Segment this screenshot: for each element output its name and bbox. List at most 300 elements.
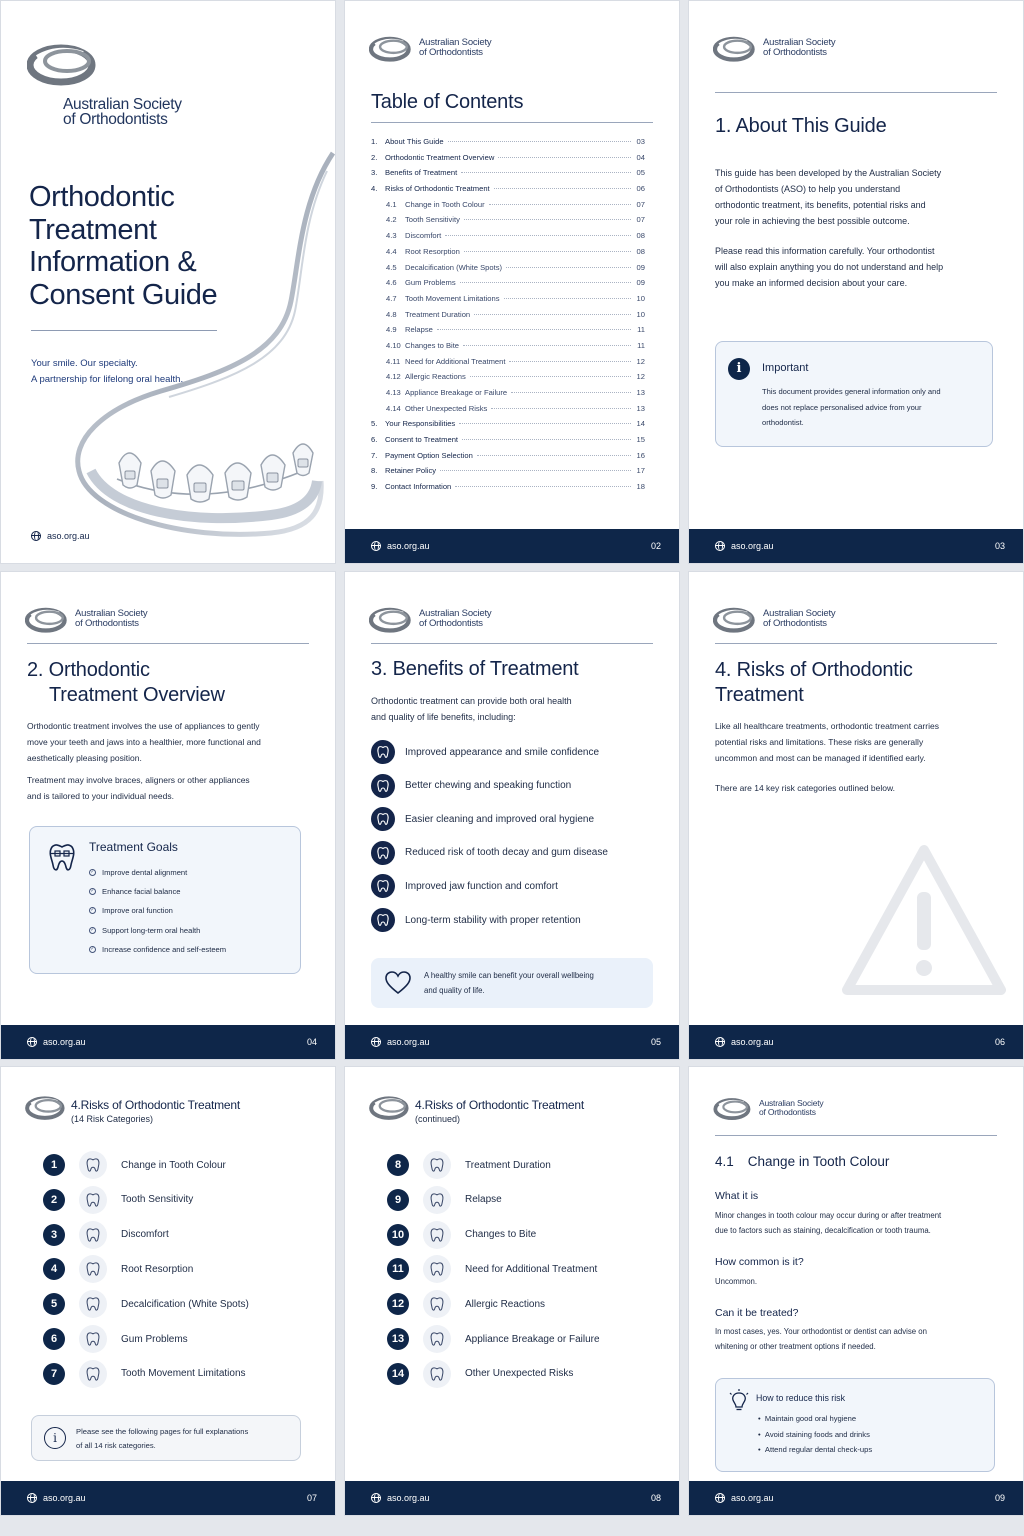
toc-item[interactable] bbox=[371, 215, 645, 231]
tooth-colour-page bbox=[688, 1066, 1024, 1516]
toc-leader bbox=[462, 439, 631, 440]
toc-leader bbox=[464, 219, 631, 220]
page-number: 04 bbox=[306, 1037, 317, 1047]
toc-item-number: 4.8 bbox=[386, 309, 397, 319]
goals-title: Treatment Goals bbox=[89, 840, 178, 854]
risk-number-badge: 2 bbox=[43, 1189, 65, 1211]
page-number: 05 bbox=[650, 1037, 661, 1047]
globe-icon bbox=[715, 1037, 725, 1047]
toc-page bbox=[344, 0, 680, 564]
what-heading: What it is bbox=[715, 1190, 759, 1202]
toc-list bbox=[371, 137, 645, 498]
toc-item-page: 12 bbox=[636, 372, 645, 382]
risk-item[interactable] bbox=[387, 1290, 545, 1318]
risk-item[interactable] bbox=[43, 1255, 193, 1283]
risk-label: Appliance Breakage or Failure bbox=[465, 1333, 600, 1345]
toc-item-label: Root Resorption bbox=[405, 246, 460, 256]
toc-item-label: Gum Problems bbox=[405, 278, 456, 288]
toc-item[interactable] bbox=[371, 200, 645, 216]
risk-label: Discomfort bbox=[121, 1229, 169, 1241]
toc-item-page: 11 bbox=[637, 340, 645, 350]
benefit-item bbox=[371, 874, 558, 898]
toc-item-label: Benefits of Treatment bbox=[385, 168, 458, 178]
page-number: 09 bbox=[994, 1493, 1005, 1503]
toc-item[interactable] bbox=[371, 357, 645, 373]
risks-paragraph-1: Like all healthcare treatments, orthodontic treatment carries potential risks and limitations. These risks are generally uncommon and most can be managed if identified early. bbox=[715, 721, 939, 763]
toc-item[interactable] bbox=[371, 231, 645, 247]
toc-leader bbox=[437, 329, 631, 330]
risk-label: Decalcification (White Spots) bbox=[121, 1298, 249, 1310]
toc-item-number: 4.5 bbox=[386, 262, 397, 272]
note-text: A healthy smile can benefit your overall wellbeing and quality of life. bbox=[424, 971, 594, 995]
toc-item[interactable] bbox=[371, 325, 645, 341]
page-footer bbox=[345, 529, 679, 563]
risks-paragraph-2: There are 14 key risk categories outlined below. bbox=[715, 783, 896, 793]
globe-icon bbox=[27, 1493, 37, 1503]
aso-logo-icon bbox=[369, 31, 413, 65]
toc-item[interactable] bbox=[371, 466, 645, 482]
benefit-label: Reduced risk of tooth decay and gum disease bbox=[405, 847, 608, 859]
benefit-label: Improved jaw function and comfort bbox=[405, 880, 558, 892]
warning-icon bbox=[839, 842, 1009, 1002]
globe-icon bbox=[371, 1493, 381, 1503]
decalcification-icon bbox=[79, 1290, 107, 1318]
page-footer bbox=[1, 1025, 335, 1059]
tooth-discomfort-icon bbox=[79, 1221, 107, 1249]
toc-item-number: 3. bbox=[371, 168, 378, 178]
risk-number-badge: 3 bbox=[43, 1224, 65, 1246]
toc-leader bbox=[491, 408, 631, 409]
globe-icon bbox=[715, 1493, 725, 1503]
toc-item[interactable] bbox=[371, 153, 645, 169]
aso-logo-icon bbox=[713, 602, 757, 636]
benefit-label: Long-term stability with proper retention bbox=[405, 914, 581, 926]
goal-item: ✓ Support long-term oral health bbox=[90, 925, 201, 935]
toc-item-number: 9. bbox=[371, 482, 378, 492]
logo-text: Australian Society of Orthodontists bbox=[75, 608, 148, 629]
toc-item[interactable] bbox=[371, 168, 645, 184]
toc-leader bbox=[470, 376, 631, 377]
toc-item[interactable] bbox=[371, 137, 645, 153]
toc-item-page: 07 bbox=[636, 199, 645, 209]
cover-page bbox=[0, 0, 336, 564]
bite-change-icon bbox=[423, 1221, 451, 1249]
toc-item-page: 13 bbox=[636, 388, 645, 397]
cover-website[interactable]: aso.org.au bbox=[31, 531, 90, 541]
toc-leader bbox=[445, 235, 631, 236]
risk-label: Tooth Movement Limitations bbox=[121, 1368, 246, 1380]
treatment-duration-icon bbox=[423, 1151, 451, 1179]
brand-name: Australian Society of Orthodontists bbox=[63, 96, 182, 128]
toc-item[interactable] bbox=[371, 372, 645, 388]
toc-item-number: 6. bbox=[371, 435, 378, 445]
toc-item-label: Your Responsibilities bbox=[385, 419, 456, 429]
footer-website[interactable]: aso.org.au bbox=[27, 1493, 86, 1503]
globe-icon bbox=[371, 1037, 381, 1047]
overview-paragraph-1: Orthodontic treatment involves the use of appliances to gently move your teeth and jaws into a healthier, more functional and aesthetically pleasing position. bbox=[27, 721, 261, 763]
toc-item[interactable] bbox=[371, 184, 645, 200]
important-title: Important bbox=[762, 362, 809, 374]
toc-item-label: Tooth Sensitivity bbox=[405, 215, 460, 225]
heart-icon bbox=[385, 971, 411, 995]
risk-number-badge: 10 bbox=[387, 1224, 409, 1246]
risk-number-badge: 5 bbox=[43, 1293, 65, 1315]
risk-number-badge: 12 bbox=[387, 1293, 409, 1315]
toc-item-page: 05 bbox=[636, 168, 645, 178]
tooth-icon bbox=[371, 841, 395, 865]
toc-item[interactable] bbox=[371, 341, 645, 357]
risk-list-page-1 bbox=[0, 1066, 336, 1516]
aso-logo-icon bbox=[369, 602, 413, 636]
reduce-item: • Attend regular dental check-ups bbox=[758, 1445, 873, 1454]
risk-item[interactable] bbox=[43, 1186, 193, 1214]
toc-item-number: 4.4 bbox=[386, 246, 397, 256]
reduce-item: • Maintain good oral hygiene bbox=[758, 1414, 857, 1423]
toc-item-page: 09 bbox=[636, 262, 645, 272]
aso-logo-icon bbox=[369, 1091, 411, 1123]
tooth-icon bbox=[371, 807, 395, 831]
toc-item-number: 4.6 bbox=[386, 278, 397, 288]
toc-item-label: Discomfort bbox=[405, 231, 442, 241]
benefit-item bbox=[371, 740, 599, 764]
toc-item-number: 4.9 bbox=[386, 325, 397, 335]
toc-item-page: 16 bbox=[636, 450, 645, 460]
footer-website[interactable]: aso.org.au bbox=[715, 541, 774, 551]
toc-leader bbox=[455, 486, 631, 487]
toc-item-label: Retainer Policy bbox=[385, 466, 437, 476]
risk-label: Treatment Duration bbox=[465, 1159, 551, 1171]
risk-item[interactable] bbox=[387, 1186, 502, 1214]
toc-item[interactable] bbox=[371, 263, 645, 279]
toc-item-label: Changes to Bite bbox=[405, 340, 460, 350]
check-icon: ✓ bbox=[90, 888, 95, 895]
toc-item-page: 17 bbox=[636, 466, 645, 476]
logo-text: Australian Society of Orthodontists bbox=[759, 1098, 824, 1117]
tooth-icon bbox=[371, 908, 395, 932]
toc-item-label: Appliance Breakage or Failure bbox=[405, 388, 508, 397]
overview-paragraph-2: Treatment may involve braces, aligners or other appliances and is tailored to your individual needs. bbox=[27, 775, 250, 801]
page-subtitle: (continued) bbox=[415, 1114, 461, 1124]
toc-leader bbox=[477, 455, 631, 456]
header-rule bbox=[27, 643, 309, 644]
braces-illustration bbox=[71, 141, 336, 551]
benefit-label: Better chewing and speaking function bbox=[405, 780, 572, 792]
benefit-item bbox=[371, 841, 608, 865]
toc-item[interactable] bbox=[371, 278, 645, 294]
toc-item-number: 4. bbox=[371, 184, 378, 194]
toc-leader bbox=[461, 172, 631, 173]
toc-item-label: Risks of Orthodontic Treatment bbox=[385, 184, 490, 194]
page-title: Table of Contents bbox=[371, 91, 524, 113]
footer-website[interactable]: aso.org.au bbox=[715, 1493, 774, 1503]
page-title: 1. About This Guide bbox=[715, 115, 887, 137]
risk-label: Other Unexpected Risks bbox=[465, 1368, 574, 1380]
footer-website[interactable]: aso.org.au bbox=[371, 1037, 430, 1047]
header-rule bbox=[715, 1135, 997, 1136]
benefit-label: Improved appearance and smile confidence bbox=[405, 746, 600, 758]
page-footer bbox=[689, 529, 1023, 563]
benefits-page bbox=[344, 571, 680, 1060]
toc-leader bbox=[511, 392, 631, 393]
toc-item-page: 10 bbox=[636, 293, 645, 303]
toc-leader bbox=[498, 157, 631, 158]
risk-list-page-2 bbox=[344, 1066, 680, 1516]
toc-item-number: 5. bbox=[371, 419, 378, 429]
aso-logo-icon bbox=[713, 1093, 753, 1123]
page-footer bbox=[1, 1481, 335, 1515]
page-title: 4. Risks of Orthodontic Treatment bbox=[715, 659, 913, 706]
toc-item[interactable] bbox=[371, 310, 645, 326]
cover-title: Orthodontic Treatment Information & Consent Guide bbox=[29, 181, 218, 311]
aso-logo-icon bbox=[27, 35, 99, 91]
unexpected-risk-icon bbox=[423, 1360, 451, 1388]
toc-item-number: 4.10 bbox=[386, 340, 401, 350]
tooth-sensitivity-icon bbox=[79, 1186, 107, 1214]
about-paragraph-1: This guide has been developed by the Australian Society of Orthodontists (ASO) to help you understand orthodontic treatment, its benefits, potential risks and your role in achieving the best possible outcome. bbox=[715, 168, 942, 226]
relapse-icon bbox=[423, 1186, 451, 1214]
risk-item[interactable] bbox=[43, 1360, 246, 1388]
risk-number-badge: 13 bbox=[387, 1328, 409, 1350]
check-icon: ✓ bbox=[90, 945, 95, 952]
overview-page bbox=[0, 571, 336, 1060]
toc-item-number: 2. bbox=[371, 152, 378, 162]
lightbulb-icon bbox=[728, 1389, 750, 1413]
goal-item: ✓ Improve oral function bbox=[90, 906, 173, 916]
toc-item-label: Contact Information bbox=[385, 482, 452, 492]
common-text: Uncommon. bbox=[715, 1277, 758, 1286]
toc-item-label: Payment Option Selection bbox=[385, 450, 473, 460]
page-logo bbox=[369, 31, 491, 65]
footer-website[interactable]: aso.org.au bbox=[715, 1037, 774, 1047]
toc-item-page: 14 bbox=[636, 419, 645, 429]
wellbeing-note bbox=[371, 958, 653, 1008]
toc-leader bbox=[440, 470, 631, 471]
toc-item-page: 04 bbox=[636, 152, 645, 162]
root-resorption-icon bbox=[79, 1255, 107, 1283]
page-logo bbox=[25, 602, 147, 636]
toc-item-page: 08 bbox=[636, 246, 645, 256]
page-logo bbox=[713, 31, 835, 65]
toc-item-label: Tooth Movement Limitations bbox=[405, 293, 500, 303]
toc-leader bbox=[474, 314, 631, 315]
treatment-goals-box bbox=[29, 826, 301, 974]
footer-website[interactable]: aso.org.au bbox=[371, 1493, 430, 1503]
toc-item-page: 07 bbox=[636, 215, 645, 225]
toc-item[interactable] bbox=[371, 294, 645, 310]
tooth-braces-icon bbox=[46, 841, 78, 873]
risk-item[interactable] bbox=[43, 1151, 226, 1179]
toc-item-number: 1. bbox=[371, 137, 378, 146]
toc-item-number: 4.2 bbox=[386, 215, 397, 225]
risk-label: Allergic Reactions bbox=[465, 1298, 546, 1310]
toc-leader bbox=[464, 251, 631, 252]
toc-item-label: Need for Additional Treatment bbox=[405, 356, 506, 366]
page-footer bbox=[345, 1025, 679, 1059]
risk-number-badge: 8 bbox=[387, 1154, 409, 1176]
page-number: 07 bbox=[306, 1493, 317, 1503]
header-rule bbox=[715, 92, 997, 93]
reduce-title: How to reduce this risk bbox=[756, 1393, 845, 1403]
risk-item[interactable] bbox=[387, 1255, 597, 1283]
additional-treatment-icon bbox=[423, 1255, 451, 1283]
risk-note bbox=[31, 1415, 301, 1461]
page-title: 4.Risks of Orthodontic Treatment bbox=[415, 1098, 585, 1112]
toc-item-page: 09 bbox=[636, 278, 645, 288]
risk-label: Gum Problems bbox=[121, 1333, 188, 1345]
toc-leader bbox=[509, 361, 631, 362]
toc-item[interactable] bbox=[371, 482, 645, 498]
risk-item[interactable] bbox=[387, 1151, 551, 1179]
what-text: Minor changes in tooth colour may occur during or after treatment due to factors such as staining, decalcification or tooth trauma. bbox=[715, 1211, 942, 1235]
section-title: 4.1 Change in Tooth Colour bbox=[715, 1154, 890, 1169]
toc-item-number: 4.11 bbox=[386, 356, 401, 366]
logo-text: Australian Society of Orthodontists bbox=[419, 608, 492, 629]
aso-logo-icon bbox=[713, 31, 757, 65]
footer-website[interactable]: aso.org.au bbox=[371, 541, 430, 551]
page-number: 03 bbox=[994, 541, 1005, 551]
toc-item-label: Consent to Treatment bbox=[385, 435, 459, 445]
risk-item[interactable] bbox=[43, 1325, 188, 1353]
risk-label: Change in Tooth Colour bbox=[121, 1159, 226, 1171]
check-icon: ✓ bbox=[90, 907, 95, 914]
risk-item[interactable] bbox=[387, 1325, 600, 1353]
page-footer bbox=[345, 1481, 679, 1515]
risk-number-badge: 7 bbox=[43, 1363, 65, 1385]
toc-item-page: 11 bbox=[637, 325, 645, 335]
toc-item-page: 13 bbox=[636, 403, 645, 413]
toc-item-label: Other Unexpected Risks bbox=[405, 403, 488, 413]
risk-number-badge: 1 bbox=[43, 1154, 65, 1176]
globe-icon bbox=[371, 541, 381, 551]
globe-icon bbox=[27, 1037, 37, 1047]
benefits-intro: Orthodontic treatment can provide both oral health and quality of life benefits, including: bbox=[371, 696, 572, 722]
benefit-label: Easier cleaning and improved oral hygiene bbox=[405, 813, 595, 825]
toc-item-number: 4.14 bbox=[386, 403, 401, 413]
page-title: 4.Risks of Orthodontic Treatment bbox=[71, 1098, 241, 1112]
risk-label: Need for Additional Treatment bbox=[465, 1263, 598, 1275]
tooth-colour-icon bbox=[79, 1151, 107, 1179]
logo-text: Australian Society of Orthodontists bbox=[763, 37, 836, 58]
toc-item-page: 03 bbox=[636, 137, 645, 146]
page-logo bbox=[713, 602, 835, 636]
header-rule bbox=[371, 643, 653, 644]
risk-number-badge: 4 bbox=[43, 1258, 65, 1280]
title-rule bbox=[371, 122, 653, 123]
info-icon: i bbox=[728, 358, 750, 380]
page-logo bbox=[369, 602, 491, 636]
goals-list bbox=[89, 863, 226, 959]
gum-problems-icon bbox=[79, 1325, 107, 1353]
toc-item-page: 15 bbox=[636, 435, 645, 445]
toc-item-page: 06 bbox=[636, 184, 645, 194]
page-logo bbox=[713, 1093, 823, 1123]
risk-number-badge: 14 bbox=[387, 1363, 409, 1385]
toc-item-label: Relapse bbox=[405, 325, 433, 335]
aso-logo-icon bbox=[25, 1091, 67, 1123]
risk-item[interactable] bbox=[43, 1290, 249, 1318]
toc-leader bbox=[459, 423, 631, 424]
toc-item-label: Allergic Reactions bbox=[405, 372, 466, 382]
risk-number-badge: 6 bbox=[43, 1328, 65, 1350]
important-callout bbox=[715, 341, 993, 447]
globe-icon bbox=[31, 531, 41, 541]
note-text: Please see the following pages for full explanations of all 14 risk categories. bbox=[76, 1427, 249, 1450]
treat-text: In most cases, yes. Your orthodontist or dentist can advise on whitening or other treatment options if needed. bbox=[715, 1327, 927, 1351]
toc-item-number: 4.7 bbox=[386, 293, 397, 303]
page-title: 2. Orthodontic Treatment Overview bbox=[27, 659, 225, 706]
toc-item[interactable] bbox=[371, 419, 645, 435]
about-page bbox=[688, 0, 1024, 564]
page-subtitle: (14 Risk Categories) bbox=[71, 1114, 154, 1124]
toc-item[interactable] bbox=[371, 404, 645, 420]
toc-item[interactable] bbox=[371, 247, 645, 263]
risk-label: Changes to Bite bbox=[465, 1229, 537, 1241]
important-text: This document provides general information only and does not replace personalised advice from your orthodontist. bbox=[762, 387, 941, 427]
tooth-icon bbox=[371, 774, 395, 798]
toc-item-page: 12 bbox=[636, 356, 645, 366]
toc-item[interactable] bbox=[371, 435, 645, 451]
check-icon: ✓ bbox=[90, 926, 95, 933]
footer-website[interactable]: aso.org.au bbox=[27, 1037, 86, 1047]
about-paragraph-2: Please read this information carefully. Your orthodontist will also explain anything you do not understand and help you make an informed decision about your care. bbox=[715, 246, 944, 288]
toc-item-page: 18 bbox=[636, 482, 645, 492]
benefit-item bbox=[371, 908, 581, 932]
logo-text: Australian Society of Orthodontists bbox=[763, 608, 836, 629]
toc-item[interactable] bbox=[371, 388, 645, 404]
risk-label: Relapse bbox=[465, 1194, 502, 1206]
toc-item-number: 7. bbox=[371, 450, 378, 460]
benefit-item bbox=[371, 774, 571, 798]
globe-icon bbox=[715, 541, 725, 551]
toc-leader bbox=[460, 282, 631, 283]
risk-number-badge: 9 bbox=[387, 1189, 409, 1211]
goal-item: ✓ Increase confidence and self-esteem bbox=[90, 944, 227, 954]
toc-item-number: 4.3 bbox=[386, 231, 397, 241]
allergic-reaction-icon bbox=[423, 1290, 451, 1318]
header-rule bbox=[715, 643, 997, 644]
toc-item-label: Orthodontic Treatment Overview bbox=[385, 152, 495, 162]
goal-item: ✓ Improve dental alignment bbox=[90, 868, 188, 878]
risk-item[interactable] bbox=[387, 1360, 573, 1388]
risk-item[interactable] bbox=[43, 1221, 169, 1249]
page-number: 06 bbox=[994, 1037, 1005, 1047]
toc-item-number: 4.1 bbox=[386, 199, 397, 209]
toc-leader bbox=[489, 204, 631, 205]
page-footer bbox=[689, 1481, 1023, 1515]
toc-leader bbox=[448, 141, 631, 142]
reduce-risk-box bbox=[715, 1378, 995, 1472]
aso-logo-icon bbox=[25, 602, 69, 636]
info-icon: i bbox=[44, 1427, 66, 1449]
goal-item: ✓ Enhance facial balance bbox=[90, 887, 181, 897]
toc-item-label: About This Guide bbox=[385, 137, 444, 146]
page-footer bbox=[689, 1025, 1023, 1059]
page-number: 02 bbox=[650, 541, 661, 551]
check-icon: ✓ bbox=[90, 869, 95, 876]
appliance-breakage-icon bbox=[423, 1325, 451, 1353]
treat-heading: Can it be treated? bbox=[715, 1307, 799, 1319]
tooth-icon bbox=[371, 740, 395, 764]
tooth-movement-icon bbox=[79, 1360, 107, 1388]
toc-item[interactable] bbox=[371, 451, 645, 467]
risks-page bbox=[688, 571, 1024, 1060]
toc-leader bbox=[463, 345, 631, 346]
toc-item-number: 4.12 bbox=[386, 372, 401, 382]
toc-item-page: 10 bbox=[636, 309, 645, 319]
tooth-icon bbox=[371, 874, 395, 898]
risk-number-badge: 11 bbox=[387, 1258, 409, 1280]
risk-item[interactable] bbox=[387, 1221, 536, 1249]
